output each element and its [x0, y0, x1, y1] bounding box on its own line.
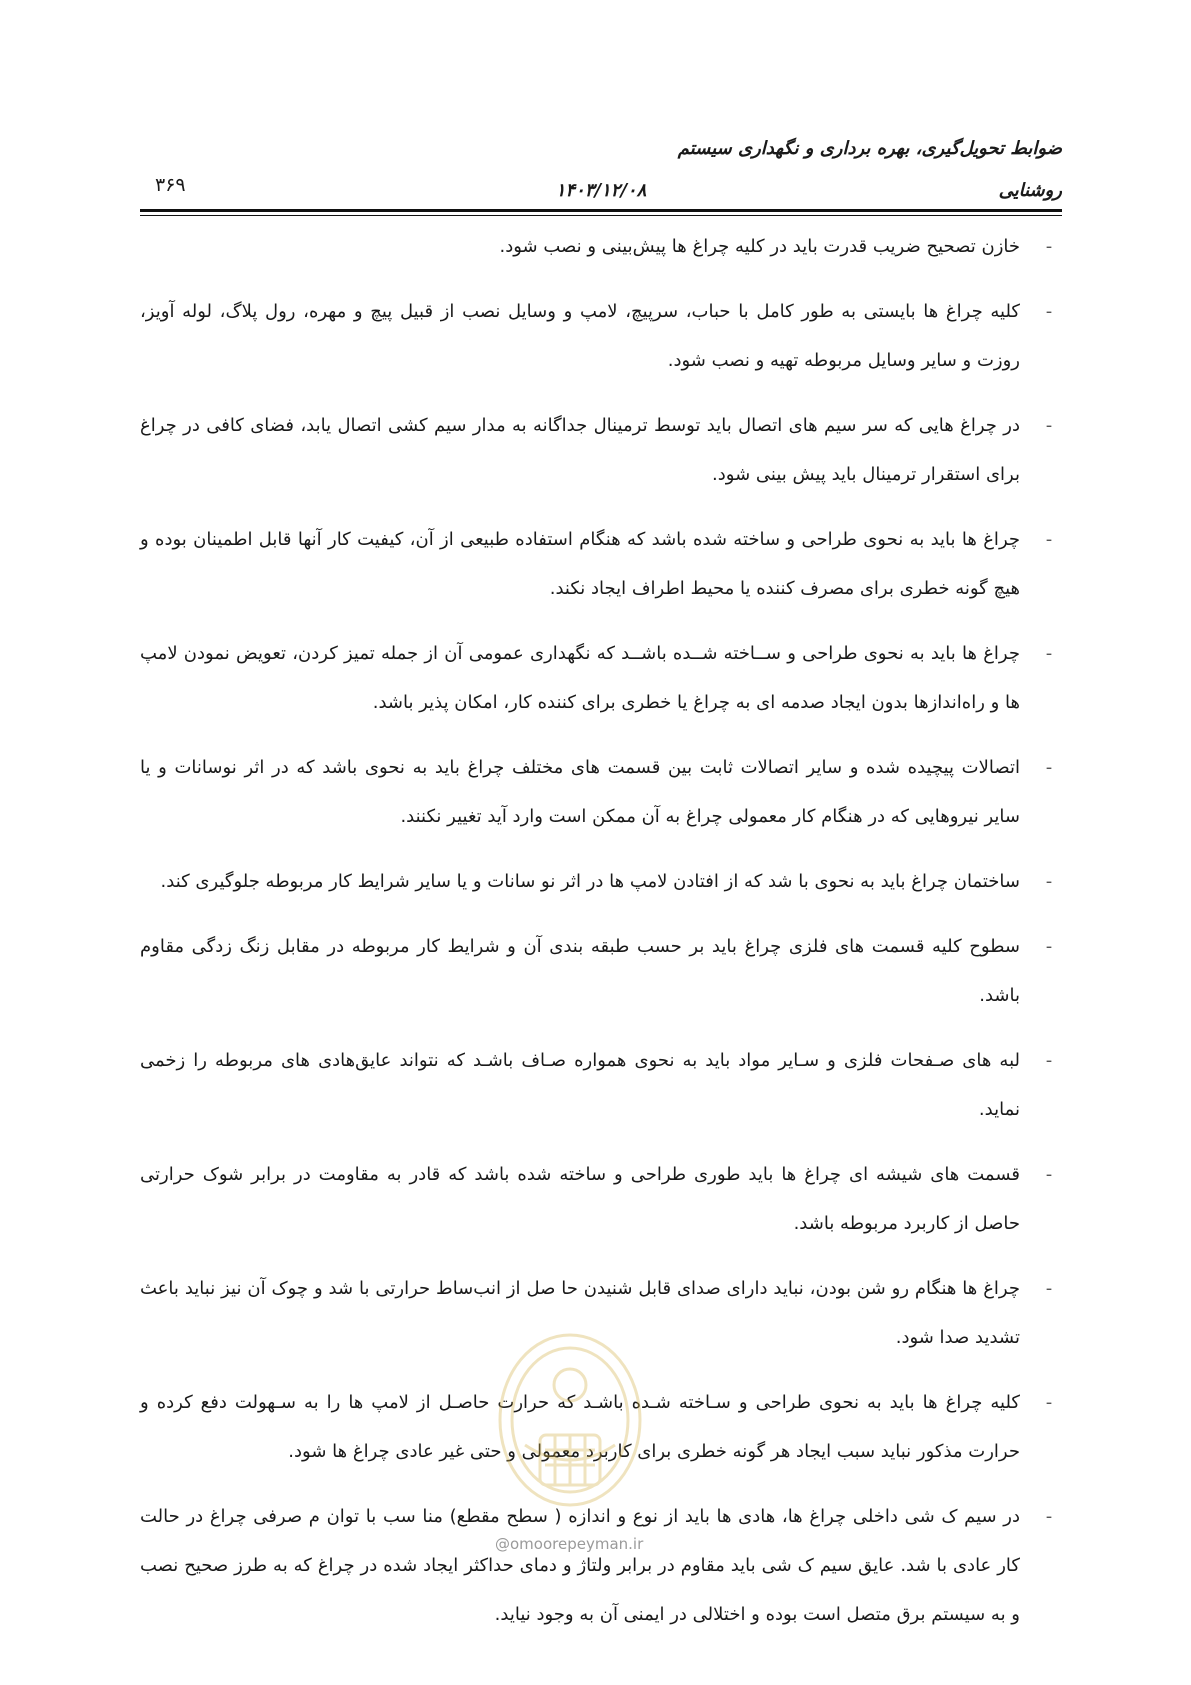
list-item	[140, 1036, 1062, 1134]
bullet-dash-icon: -	[1045, 301, 1053, 322]
header-date: ۱۴۰۳/۱۲/۰۸	[555, 180, 647, 201]
list-item-text: کلیه چراغ ها باید به نحوی طراحی و سـاخته شـده باشـد که حرارت حاصـل از لامپ ها را به سـهولت دفع کرده و حرارت مذکور نباید سبب ایجاد هر گونه خطری برای کاربرد معمولی و حتی غیر عادی چراغ ها شود.	[140, 1392, 1020, 1462]
list-item-text: قسمت های شیشه ای چراغ ها باید طوری طراحی و ساخته شده باشد که قادر به مقاومت در برابر شوک حرارتی حاصل از کاربرد مربوطه باشد.	[140, 1164, 1020, 1234]
list-item-text: لبه های صـفحات فلزی و سـایر مواد باید به نحوی همواره صـاف باشـد که نتواند عایق‌هادی های مربوطه را زخمی نماید.	[140, 1050, 1020, 1120]
header-divider-thick	[140, 209, 1062, 212]
bullet-dash-icon: -	[1045, 643, 1053, 664]
list-item-text: اتصالات پیچیده شده و سایر اتصالات ثابت بین قسمت های مختلف چراغ باید به نحوی باشد که در اثر نوسانات و یا سایر نیروهایی که در هنگام کار معمولی چراغ به آن ممکن است وارد آید تغییر نکنند.	[140, 757, 1020, 827]
bullet-dash-icon: -	[1045, 1164, 1053, 1185]
bullet-dash-icon: -	[1045, 936, 1053, 957]
list-item	[140, 222, 1062, 271]
header-subtitle: روشنایی	[998, 180, 1062, 201]
list-item	[140, 857, 1062, 906]
header-divider-thin	[140, 215, 1062, 216]
list-item	[140, 287, 1062, 385]
bullet-dash-icon: -	[1045, 871, 1053, 892]
bullet-dash-icon: -	[1045, 1050, 1053, 1071]
watermark-logo	[485, 1325, 655, 1525]
list-item	[140, 743, 1062, 841]
list-item-text: خازن تصحیح ضریب قدرت باید در کلیه چراغ ها پیش‌بینی و نصب شود.	[499, 236, 1020, 257]
page-number: ۳۶۹	[155, 174, 186, 196]
header-title: ضوابط تحویل‌گیری، بهره برداری و نگهداری سیستم	[677, 138, 1062, 159]
list-item-text: در چراغ هایی که سر سیم های اتصال باید توسط ترمینال جداگانه به مدار سیم کشی اتصال یابد، فضای کافی در چراغ برای استقرار ترمینال باید پیش بینی شود.	[140, 415, 1020, 485]
list-item-text: چراغ ها هنگام رو شن بودن، نباید دارای صدای قابل شنیدن حا صل از انب‌ساط حرارتی با شد و چوک آن نیز نباید باعث تشدید صدا شود.	[140, 1278, 1020, 1348]
list-item	[140, 515, 1062, 613]
list-item-text: در سیم ک شی داخلی چراغ ها، هادی ها باید از نوع و اندازه ( سطح مقطع) منا سب با توان م صرفی چراغ در حالت کار عادی با شد. عایق سیم ک شی باید مقاوم در برابر ولتاژ و دمای حداکثر ایجاد شده در چراغ که به طرز صحیح نصب و به سیستم برق متصل است بوده و اختلالی در ایمنی آن به وجود نیاید.	[140, 1506, 1020, 1625]
list-item-text: ساختمان چراغ باید به نحوی با شد که از افتادن لامپ ها در اثر نو سانات و یا سایر شرایط کار مربوطه جلوگیری کند.	[160, 871, 1020, 892]
list-item	[140, 401, 1062, 499]
bullet-dash-icon: -	[1045, 415, 1053, 436]
page-header	[140, 130, 1062, 210]
list-item-text: سطوح کلیه قسمت های فلزی چراغ باید بر حسب طبقه بندی آن و شرایط کار مربوطه در مقابل زنگ زدگی مقاوم باشد.	[140, 936, 1020, 1006]
list-item	[140, 629, 1062, 727]
bullet-dash-icon: -	[1045, 1278, 1053, 1299]
list-item-text: چراغ ها باید به نحوی طراحی و ســاخته شــده باشــد که نگهداری عمومی آن از جمله تمیز کردن، تعویض نمودن لامپ ها و راه‌اندازها بدون ایجاد صدمه ای به چراغ یا خطری برای کننده کار، امکان پذیر باشد.	[140, 643, 1020, 713]
bullet-dash-icon: -	[1045, 236, 1053, 257]
bullet-dash-icon: -	[1045, 1392, 1053, 1413]
bullet-dash-icon: -	[1045, 757, 1053, 778]
bullet-dash-icon: -	[1045, 1506, 1053, 1527]
watermark-url: @omoorepeyman.ir	[495, 1535, 644, 1553]
list-item-text: چراغ ها باید به نحوی طراحی و ساخته شده باشد که هنگام استفاده طبیعی از آن، کیفیت کار آنها قابل اطمینان بوده و هیچ گونه خطری برای مصرف کننده یا محیط اطراف ایجاد نکند.	[140, 529, 1020, 599]
bullet-dash-icon: -	[1045, 529, 1053, 550]
list-item	[140, 922, 1062, 1020]
list-item	[140, 1150, 1062, 1248]
list-item-text: کلیه چراغ ها بایستی به طور کامل با حباب، سرپیچ، لامپ و وسایل نصب از قبیل پیچ و مهره، رول پلاگ، لوله آویز، روزت و سایر وسایل مربوطه تهیه و نصب شود.	[140, 301, 1020, 371]
